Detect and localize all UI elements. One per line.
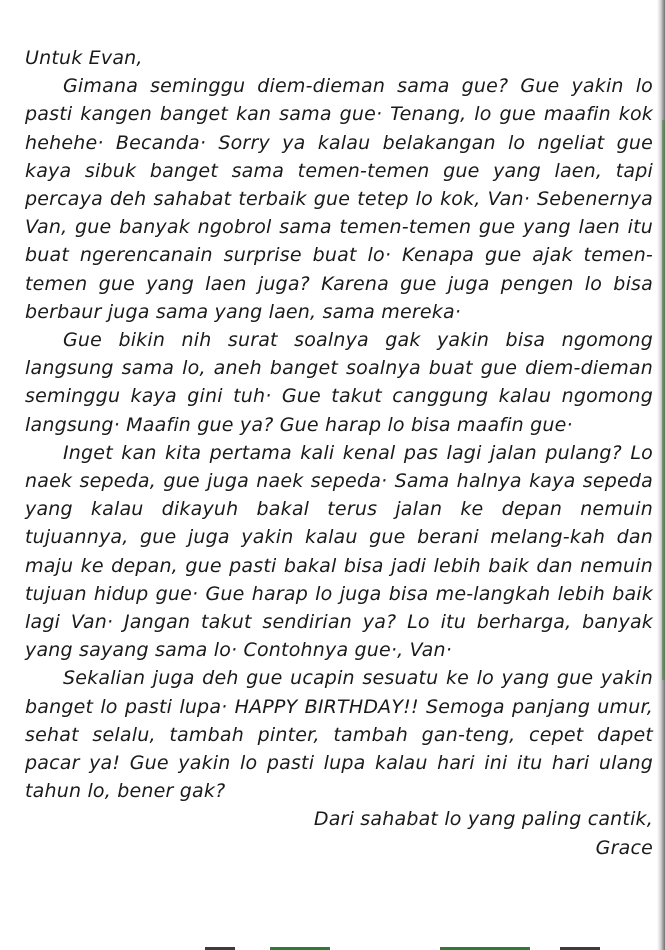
letter-paragraph-3: Inget kan kita pertama kali kenal pas lagi jalan pulang? Lo naek sepeda, gue juga naek sepeda· Sama halnya kaya sepeda yang kalau dikayuh bakal terus jalan ke depan nemuin tujuannya, gue juga yakin kalau gue berani melang-kah dan maju ke depan, gue pasti bakal bisa jadi lebih baik dan nemuin tujuan hidup gue· Gue harap lo juga bisa me-langkah lebih baik lagi Van· Jangan takut sendirian ya? Lo itu berharga, banyak yang sayang sama lo· Contohnya gue·, Van· — [25, 441, 653, 662]
letter-closing: Dari sahabat lo yang paling cantik, — [313, 808, 653, 831]
letter-paragraph-1: Gimana seminggu diem-dieman sama gue? Gue yakin lo pasti kangen banget kan sama gue· Tenang, lo gue maafin kok hehehe· Becanda· Sorry ya kalau belakangan lo ngeliat gue kaya sibuk banget sama temen-temen gue yang laen, tapi percaya deh sahabat terbaik gue tetep lo kok, Van· Sebenernya Van, gue banyak ngobrol sama temen-temen gue yang laen itu buat ngerencanain surprise buat lo· Kenapa gue ajak temen-temen gue yang laen juga? Karena gue juga pengen lo bisa berbaur juga sama yang laen, sama mereka· — [25, 75, 653, 323]
letter-greeting: Untuk Evan, — [25, 47, 143, 69]
letter-signature: Grace — [595, 836, 653, 859]
letter-body — [25, 44, 653, 862]
letter-paragraph-4: Sekalian juga deh gue ucapin sesuatu ke lo yang gue yakin banget lo pasti lupa· HAPPY BIRTHDAY!! Semoga panjang umur, sehat selalu, tambah pinter, tambah gan-teng, cepet dapet pacar ya! Gue yakin lo pasti lupa kalau hari ini itu hari ulang tahun lo, bener gak? — [25, 667, 653, 803]
letter-paragraph-2: Gue bikin nih surat soalnya gak yakin bisa ngomong langsung sama lo, aneh banget soalnya buat gue diem-dieman seminggu kaya gini tuh· Gue takut canggung kalau ngomong langsung· Maafin gue ya? Gue harap lo bisa maafin gue· — [25, 329, 653, 436]
bottom-edge-marks — [0, 944, 665, 950]
